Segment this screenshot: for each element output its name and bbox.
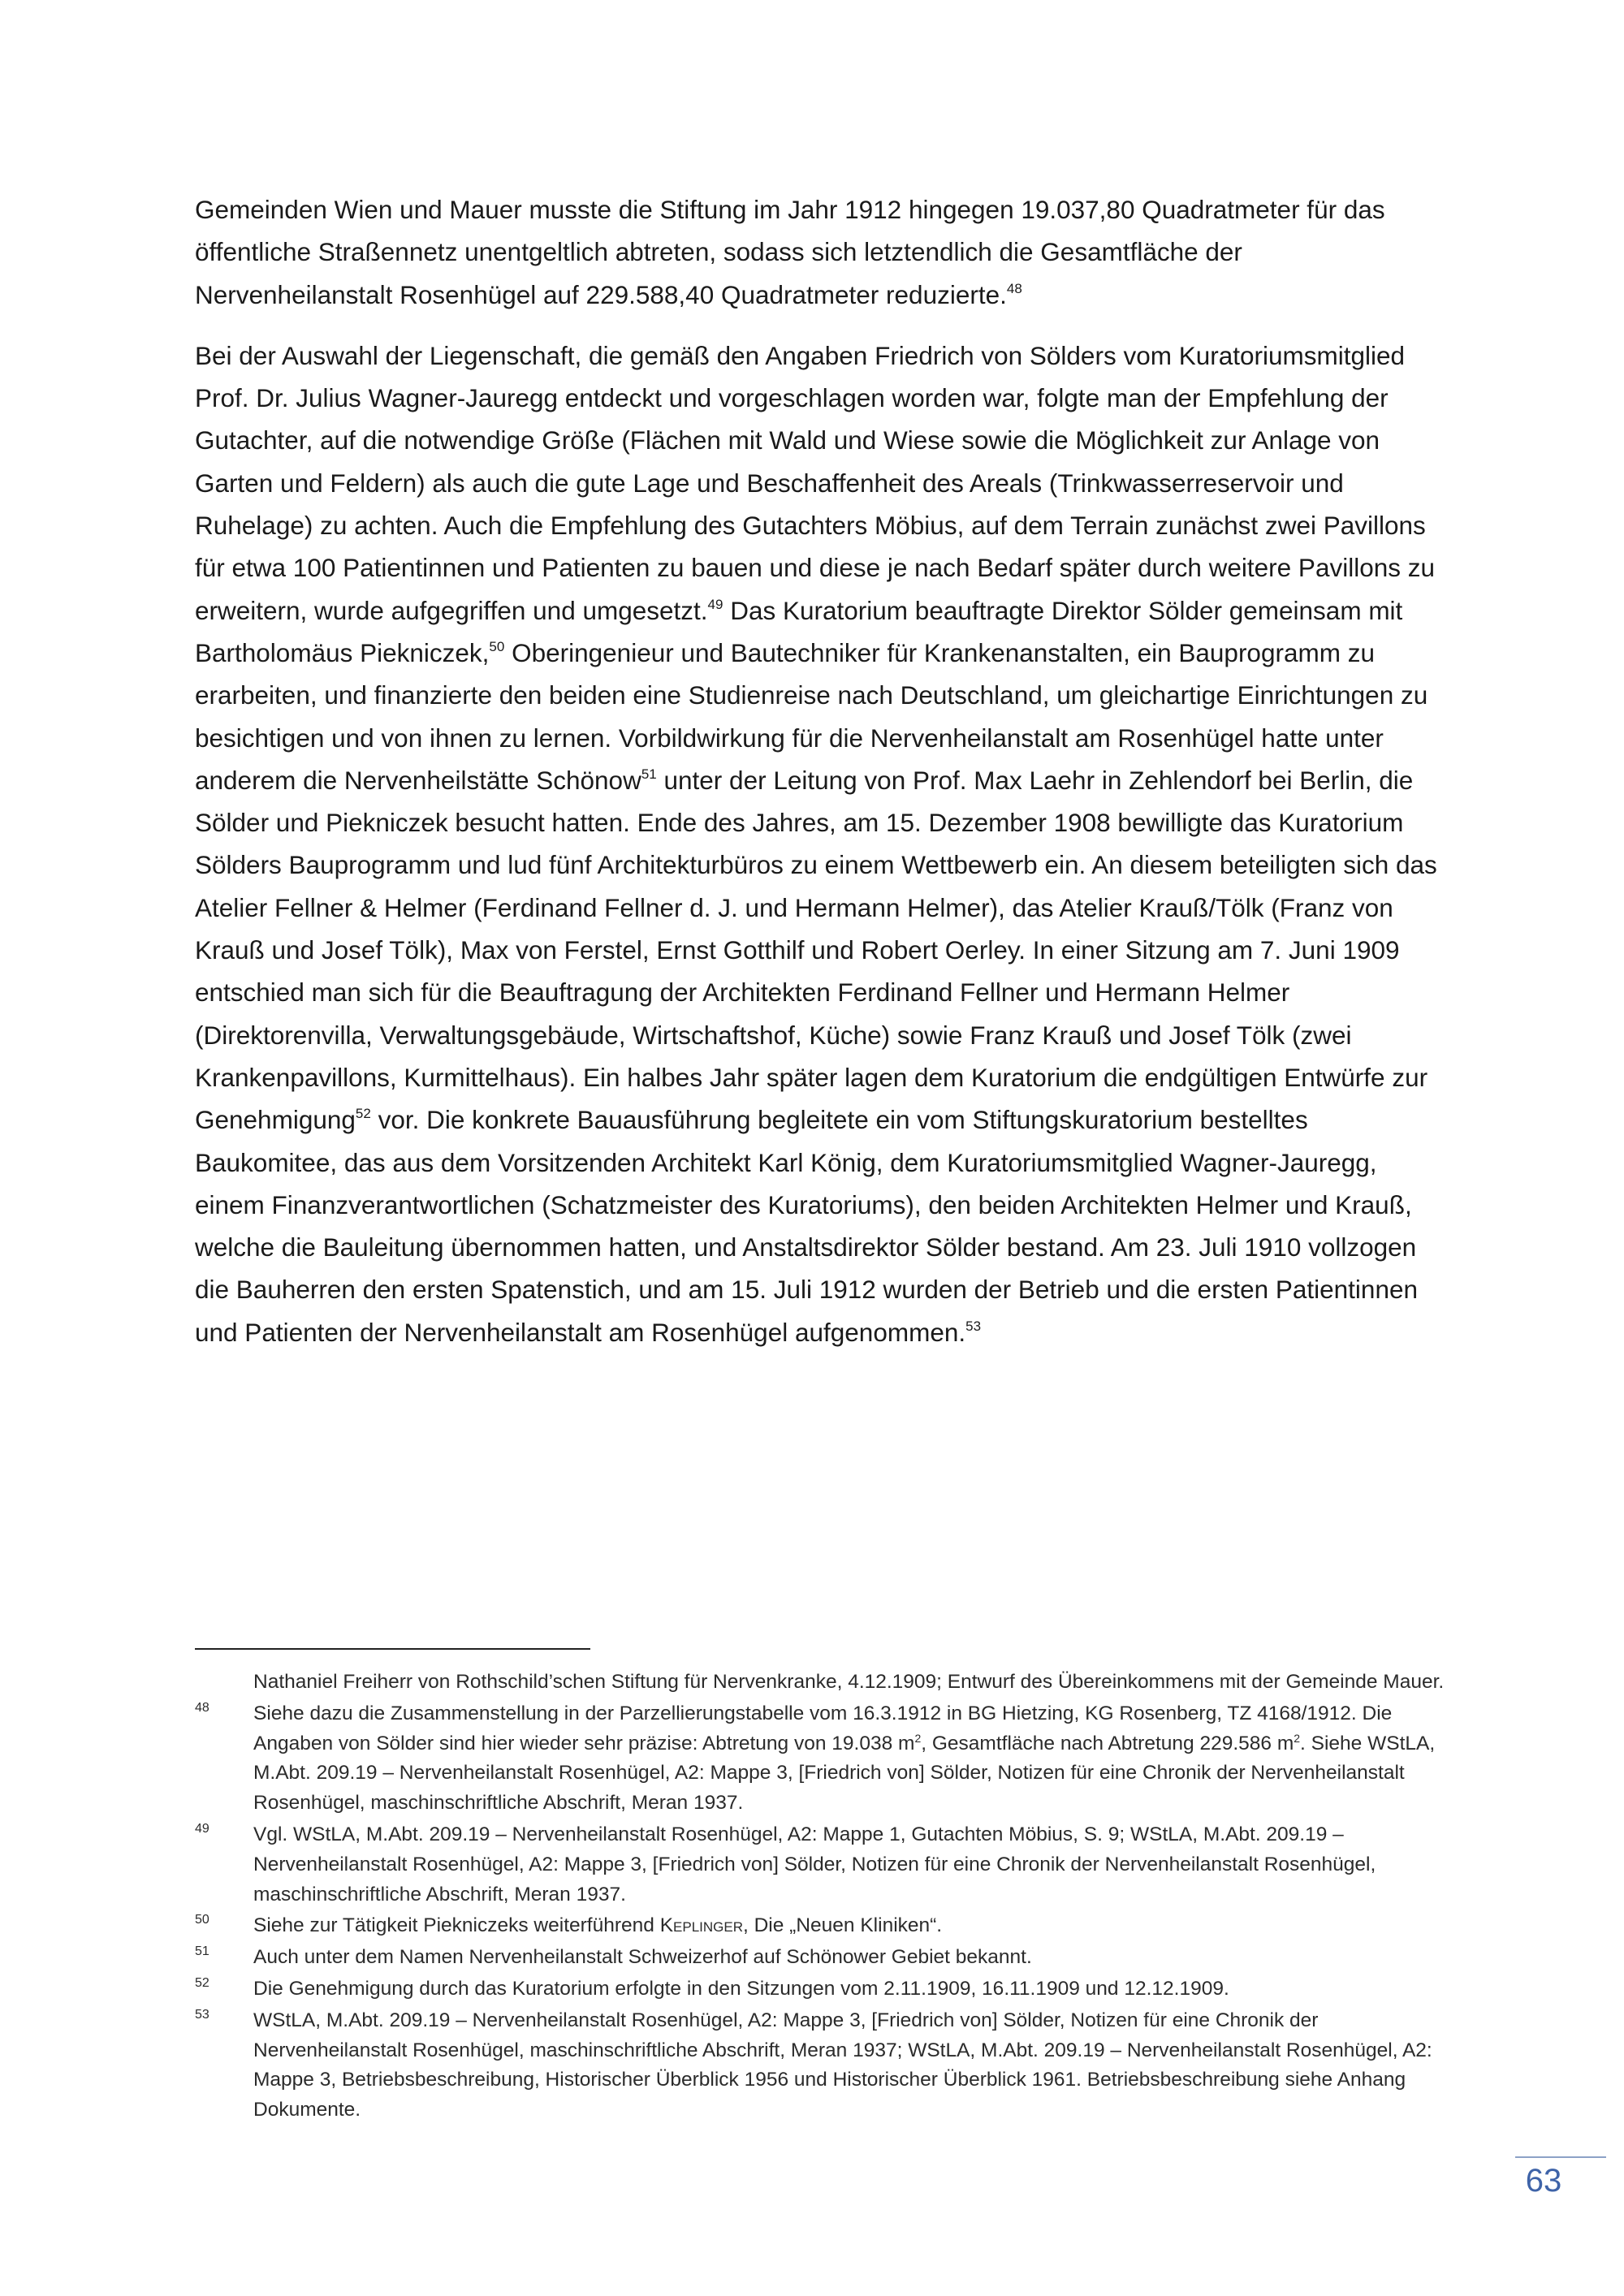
paragraph-text: Bei der Auswahl der Liegenschaft, die gemäß den Angaben Friedrich von Sölders vom Kuratoriumsmitglied Prof. Dr. Julius Wagner-Jauregg entdeckt und vorgeschlagen worden war, folgte man der Empfehlung der Gutachter, auf die notwendige Größe (Flächen mit Wald und Wiese sowie die Möglichkeit zur Anlage von Garten und Feldern) als auch die gute Lage und Beschaffenheit des Areals (Trinkwasserreservoir und Ruhelage) zu achten. Auch die Empfehlung des Gutachters Möbius, auf dem Terrain zunächst zwei Pavillons für etwa 100 Patientinnen und Patienten zu bauen und diese je nach Bedarf später durch weitere Pavillons zu erweitern, wurde aufgegriffen und umgesetzt.: [195, 340, 1436, 625]
footnote-51: [195, 1943, 1462, 1973]
footnote-49: [195, 1820, 1462, 1910]
footnote-ref-48[interactable]: 48: [1006, 280, 1022, 296]
paragraph-1: [195, 188, 1445, 316]
paragraph-text: unter der Leitung von Prof. Max Laehr in Zehlendorf bei Berlin, die Sölder und Piekniczek besucht hatten. Ende des Jahres, am 15. Dezember 1908 bewilligte das Kuratorium Sölders Bauprogramm und lud fünf Architekturbüros zu einem Wettbewerb ein. An diesem beteiligten sich das Atelier Fellner & Helmer (Ferdinand Fellner d. J. und Hermann Helmer), das Atelier Krauß/Tölk (Franz von Krauß und Josef Tölk), Max von Ferstel, Ernst Gotthilf und Robert Oerley. In einer Sitzung am 7. Juni 1909 entschied man sich für die Beauftragung der Architekten Ferdinand Fellner und Hermann Helmer (Direktorenvilla, Verwaltungsgebäude, Wirtschaftshof, Küche) sowie Franz Krauß und Josef Tölk (zwei Krankenpavillons, Kurmittelhaus). Ein halbes Jahr später lagen dem Kuratorium die endgültigen Entwürfe zur Genehmigung: [195, 765, 1437, 1135]
footnote-48: [195, 1699, 1462, 1819]
footnote-separator: [195, 1648, 590, 1650]
footnote-continuation: [195, 1668, 1462, 1698]
footnote-number: 49: [195, 1821, 209, 1836]
footnote-ref-49[interactable]: 49: [707, 596, 723, 612]
footnote-text: Vgl. WStLA, M.Abt. 209.19 – Nervenheilanstalt Rosenhügel, A2: Mappe 1, Gutachten Möbius, S. 9; WStLA, M.Abt. 209.19 – Nervenheilanstalt Rosenhügel, A2: Mappe 3, [Friedrich von] Sölder, Notizen für eine Chronik der Nervenheilanstalt Rosenhügel, maschinschriftliche Abschrift, Meran 1937.: [253, 1823, 1376, 1905]
footnote-number: 50: [195, 1913, 209, 1927]
footnote-text: , Gesamtfläche nach Abtretung 229.586 m: [921, 1732, 1294, 1754]
paragraph-text: Das Kuratorium beauftragte Direktor Sölder gemeinsam mit Bartholomäus Piekniczek,: [195, 595, 1403, 667]
footnote-50: [195, 1911, 1462, 1941]
main-text: [195, 188, 1445, 1353]
footnote-text: Siehe zur Tätigkeit Piekniczeks weiterführend: [253, 1914, 660, 1937]
footnote-text: Auch unter dem Namen Nervenheilanstalt Schweizerhof auf Schönower Gebiet bekannt.: [253, 1946, 1032, 1969]
footnote-ref-52[interactable]: 52: [355, 1106, 371, 1122]
superscript: 2: [1294, 1731, 1301, 1745]
paragraph-text: Gemeinden Wien und Mauer musste die Stiftung im Jahr 1912 hingegen 19.037,80 Quadratmeter für das öffentliche Straßennetz unentgeltlich abtreten, sodass sich letztendlich die Gesamtfläche der Nervenheilanstalt Rosenhügel auf 229.588,40 Quadratmeter reduzierte.: [195, 195, 1385, 309]
footnotes: [195, 1668, 1462, 2127]
footnote-text: WStLA, M.Abt. 209.19 – Nervenheilanstalt Rosenhügel, A2: Mappe 3, [Friedrich von] Sölder, Notizen für eine Chronik der Nervenheilanstalt Rosenhügel, maschinschriftliche Abschrift, Meran 1937; WStLA, M.Abt. 209.19 – Nervenheilanstalt Rosenhügel, A2: Mappe 3, Betriebsbeschreibung, Historischer Überblick 1956 und Historischer Überblick 1961. Betriebsbeschreibung siehe Anhang Dokumente.: [253, 2009, 1432, 2121]
footnote-ref-50[interactable]: 50: [489, 638, 505, 654]
footnote-text: , Die „Neuen Kliniken“.: [743, 1914, 943, 1937]
page-number: 63: [1525, 2163, 1562, 2199]
paragraph-text: Oberingenieur und Bautechniker für Krankenanstalten, ein Bauprogramm zu erarbeiten, und finanzierte den beiden eine Studienreise nach Deutschland, um gleichartige Einrichtungen zu besichtigen und von ihnen zu lernen. Vorbildwirkung für die Nervenheilanstalt am Rosenhügel hatte unter anderem die Nervenheilstätte Schönow: [195, 637, 1428, 795]
superscript: 2: [914, 1731, 922, 1745]
footnote-52: [195, 1974, 1462, 2005]
paragraph-2: [195, 334, 1445, 1353]
paragraph-text: vor. Die konkrete Bauausführung begleitete ein vom Stiftungskuratorium bestelltes Baukomitee, das aus dem Vorsitzenden Architekt Karl König, dem Kuratoriumsmitglied Wagner-Jauregg, einem Finanzverantwortlichen (Schatzmeister des Kuratoriums), den beiden Architekten Helmer und Krauß, welche die Bauleitung übernommen hatten, und Anstaltsdirektor Sölder bestand. Am 23. Juli 1910 vollzogen die Bauherren den ersten Spatenstich, und am 15. Juli 1912 wurden der Betrieb und die ersten Patientinnen und Patienten der Nervenheilanstalt am Rosenhügel aufgenommen.: [195, 1105, 1419, 1347]
footnote-ref-53[interactable]: 53: [965, 1318, 982, 1334]
footnote-text: Siehe dazu die Zusammenstellung in der Parzellierungstabelle vom 16.3.1912 in BG Hietzing, KG Rosenberg, TZ 4168/1912. Die Angaben von Sölder sind hier wieder sehr präzise: Abtretung von 19.038 m: [253, 1702, 1393, 1754]
footnote-53: [195, 2006, 1462, 2126]
footnote-text: Die Genehmigung durch das Kuratorium erfolgte in den Sitzungen vom 2.11.1909, 16.11.1909 und 12.12.1909.: [253, 1977, 1229, 2000]
footnote-text: . Siehe WStLA, M.Abt. 209.19 – Nervenheilanstalt Rosenhügel, A2: Mappe 3, [Friedrich von] Sölder, Notizen für eine Chronik der Nervenheilanstalt Rosenhügel, maschinschriftliche Abschrift, Meran 1937.: [253, 1732, 1436, 1815]
page-number-rule: [1515, 2156, 1606, 2158]
footnote-ref-51[interactable]: 51: [641, 766, 657, 782]
footnote-number: 48: [195, 1700, 209, 1715]
footnote-text: Nathaniel Freiherr von Rothschild’schen Stiftung für Nervenkranke, 4.12.1909; Entwurf des Übereinkommens mit der Gemeinde Mauer.: [253, 1671, 1445, 1693]
footnote-number: 51: [195, 1944, 209, 1959]
footnote-number: 52: [195, 1975, 209, 1990]
footnote-number: 53: [195, 2007, 209, 2022]
footnote-author: Keplinger: [659, 1914, 743, 1937]
